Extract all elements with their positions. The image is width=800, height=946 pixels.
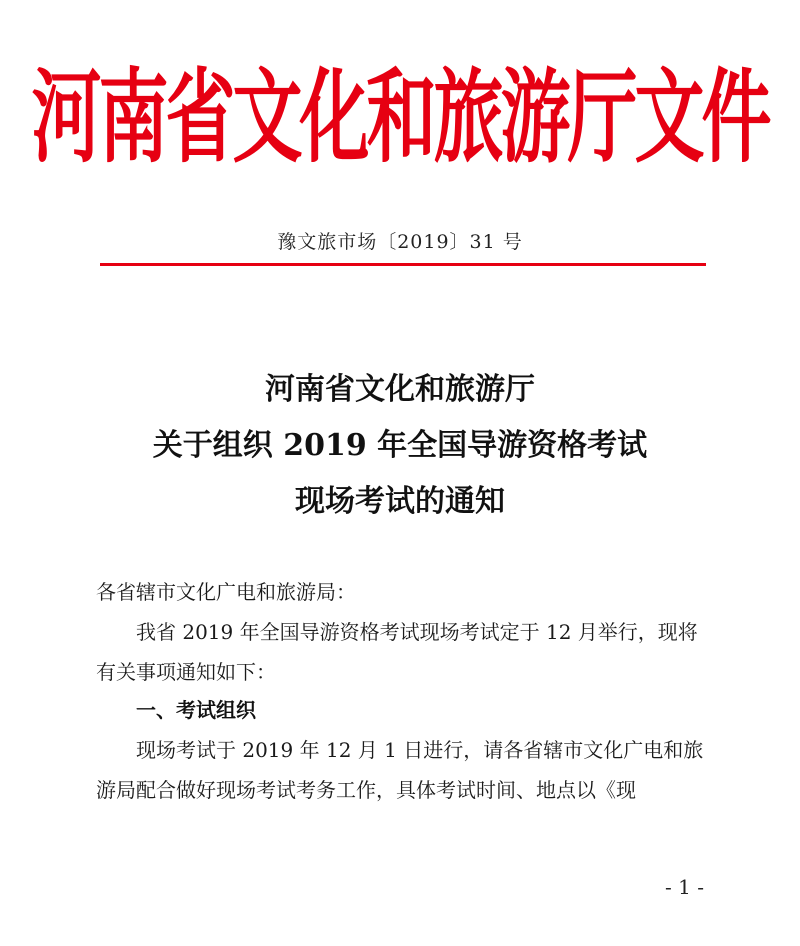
page-number: - 1 - bbox=[665, 875, 704, 899]
paragraph-intro: 我省 2019 年全国导游资格考试现场考试定于 12 月举行，现将有关事项通知如下： bbox=[96, 620, 698, 684]
salutation: 各省辖市文化广电和旅游局： bbox=[96, 580, 356, 604]
document-number: 豫文旅市场〔2019〕31 号 bbox=[277, 231, 523, 253]
title-line-1: 河南省文化和旅游厅 bbox=[265, 372, 535, 407]
title-line-3: 现场考试的通知 bbox=[295, 484, 505, 519]
paragraph-exam-details: 现场考试于 2019 年 12 月 1 日进行，请各省辖市文化广电和旅游局配合做好现场考试考务工作，具体考试时间、地点以《现 bbox=[96, 738, 704, 802]
notice-title bbox=[0, 362, 800, 530]
masthead-title: 河南省文化和旅游厅文件 bbox=[31, 56, 769, 178]
title-line-2: 关于组织 2019 年全国导游资格考试 bbox=[152, 428, 648, 463]
section-heading-exam-organization: 一、考试组织 bbox=[136, 698, 256, 722]
red-divider-line bbox=[100, 263, 706, 266]
